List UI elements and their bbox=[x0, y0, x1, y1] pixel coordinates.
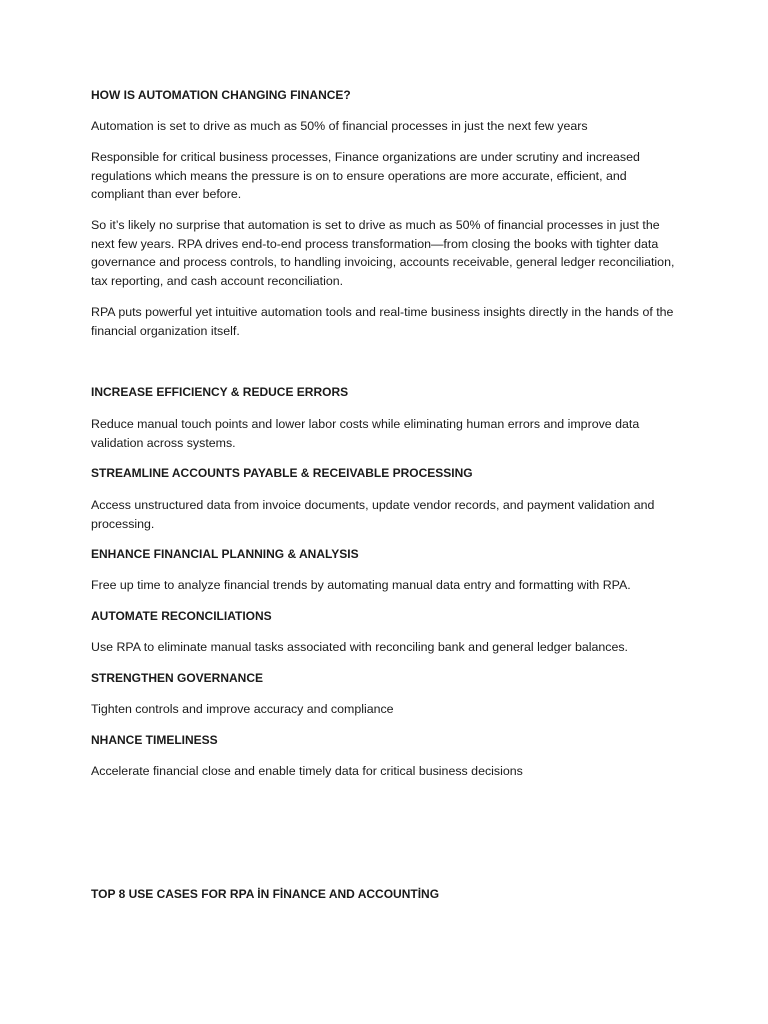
benefit-title: STRENGTHEN GOVERNANCE bbox=[91, 671, 264, 685]
paragraph: Automation is set to drive as much as 50% of financial processes in just the next few years bbox=[91, 119, 588, 133]
benefit-title: ENHANCE FINANCIAL PLANNING & ANALYSIS bbox=[91, 547, 359, 561]
benefit-text: Free up time to analyze financial trends by automating manual data entry and formatting with RPA. bbox=[91, 578, 631, 592]
paragraph: RPA puts powerful yet intuitive automation tools and real-time business insights directly in the hands of the financial organization itself. bbox=[91, 305, 674, 338]
benefit-text: Access unstructured data from invoice documents, update vendor records, and payment validation and processing. bbox=[91, 498, 655, 531]
benefit-text: Tighten controls and improve accuracy and compliance bbox=[91, 702, 394, 716]
benefit-title: NHANCE TIMELINESS bbox=[91, 733, 218, 747]
benefit-title: INCREASE EFFICIENCY & REDUCE ERRORS bbox=[91, 385, 349, 399]
benefit-title: AUTOMATE RECONCILIATIONS bbox=[91, 609, 272, 623]
paragraph: Responsible for critical business processes, Finance organizations are under scrutiny and increased regulations which means the pressure is on to ensure operations are more accurate, efficient, and compliant than ever before. bbox=[91, 150, 640, 201]
benefit-text: Reduce manual touch points and lower labor costs while eliminating human errors and improve data validation across systems. bbox=[91, 417, 640, 450]
benefit-title: STREAMLINE ACCOUNTS PAYABLE & RECEIVABLE PROCESSING bbox=[91, 466, 473, 480]
section-title: HOW IS AUTOMATION CHANGING FINANCE? bbox=[91, 88, 351, 102]
benefit-text: Accelerate financial close and enable timely data for critical business decisions bbox=[91, 764, 523, 778]
section-title: TOP 8 USE CASES FOR RPA İN FİNANCE AND ACCOUNTİNG bbox=[91, 887, 440, 901]
paragraph: So it’s likely no surprise that automation is set to drive as much as 50% of financial processes in just the next few years. RPA drives end-to-end process transformation—from closing the books with tighter data governance and process controls, to handling invoicing, accounts receivable, general ledger reconciliation, tax reporting, and cash account reconciliation. bbox=[91, 218, 675, 288]
benefit-text: Use RPA to eliminate manual tasks associated with reconciling bank and general ledger balances. bbox=[91, 640, 629, 654]
